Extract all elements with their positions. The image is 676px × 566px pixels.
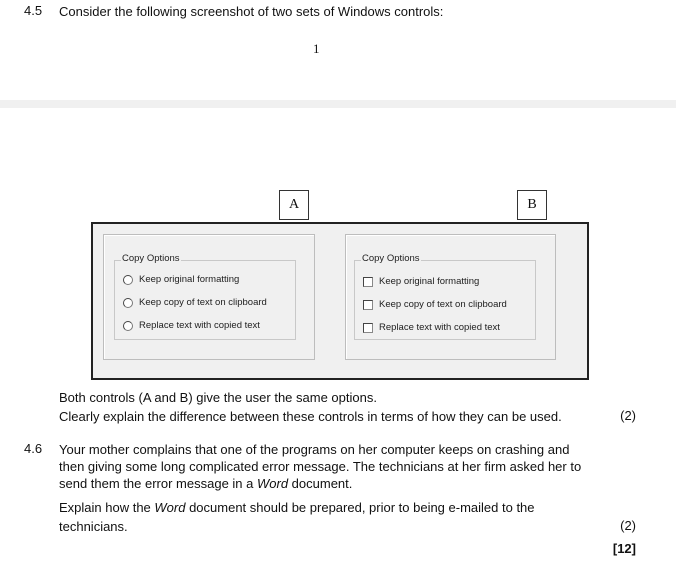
option-label: Keep original formatting: [139, 274, 240, 285]
marks-allocation: (2): [620, 518, 636, 533]
radio-icon[interactable]: [123, 275, 133, 285]
label-b: B: [517, 190, 547, 220]
marks-allocation: (2): [620, 408, 636, 423]
total-marks: [12]: [612, 541, 636, 556]
radio-replace-text[interactable]: [123, 320, 260, 331]
option-label: Keep copy of text on clipboard: [379, 299, 507, 310]
question-text-line: Clearly explain the difference between these controls in terms of how they can be used.: [59, 409, 562, 424]
question-text-line: Your mother complains that one of the programs on her computer keeps on crashing and: [59, 442, 570, 457]
control-a-group-title: Copy Options: [122, 253, 180, 264]
question-text-line: Both controls (A and B) give the user the same options.: [59, 390, 377, 405]
control-b-group-title: Copy Options: [362, 253, 420, 264]
question-text-line: then giving some long complicated error message. The technicians at her firm asked her to: [59, 459, 582, 474]
option-label: Keep copy of text on clipboard: [139, 297, 267, 308]
option-label: Replace text with copied text: [139, 320, 260, 331]
word-emphasis: Word: [257, 476, 289, 491]
control-a-group: [114, 253, 296, 340]
radio-icon[interactable]: [123, 321, 133, 331]
question-text-line: [59, 475, 352, 492]
question-text-line: [59, 499, 535, 516]
radio-icon[interactable]: [123, 298, 133, 308]
option-label: Keep original formatting: [379, 276, 480, 287]
text-segment: Explain how the: [59, 500, 155, 515]
checkbox-icon[interactable]: [363, 277, 373, 287]
radio-keep-copy[interactable]: [123, 297, 267, 308]
checkbox-keep-copy[interactable]: [363, 299, 507, 310]
word-emphasis: Word: [154, 500, 186, 515]
text-segment: send them the error message in a: [59, 476, 257, 491]
checkbox-keep-original[interactable]: [363, 276, 479, 287]
checkbox-icon[interactable]: [363, 300, 373, 310]
radio-keep-original[interactable]: [123, 274, 239, 285]
text-segment: document should be prepared, prior to being e-mailed to the: [185, 500, 535, 515]
checkbox-icon[interactable]: [363, 323, 373, 333]
question-number: 4.5: [24, 3, 43, 18]
text-segment: document.: [288, 476, 353, 491]
question-prompt: Consider the following screenshot of two sets of Windows controls:: [59, 4, 444, 19]
control-b-group: [354, 253, 536, 340]
checkbox-replace-text[interactable]: [363, 322, 500, 333]
label-a: A: [279, 190, 309, 220]
question-text-line: technicians.: [59, 519, 128, 534]
question-number: 4.6: [24, 441, 43, 456]
option-label: Replace text with copied text: [379, 322, 500, 333]
page-number: 1: [313, 41, 320, 56]
page-divider: [0, 100, 676, 108]
